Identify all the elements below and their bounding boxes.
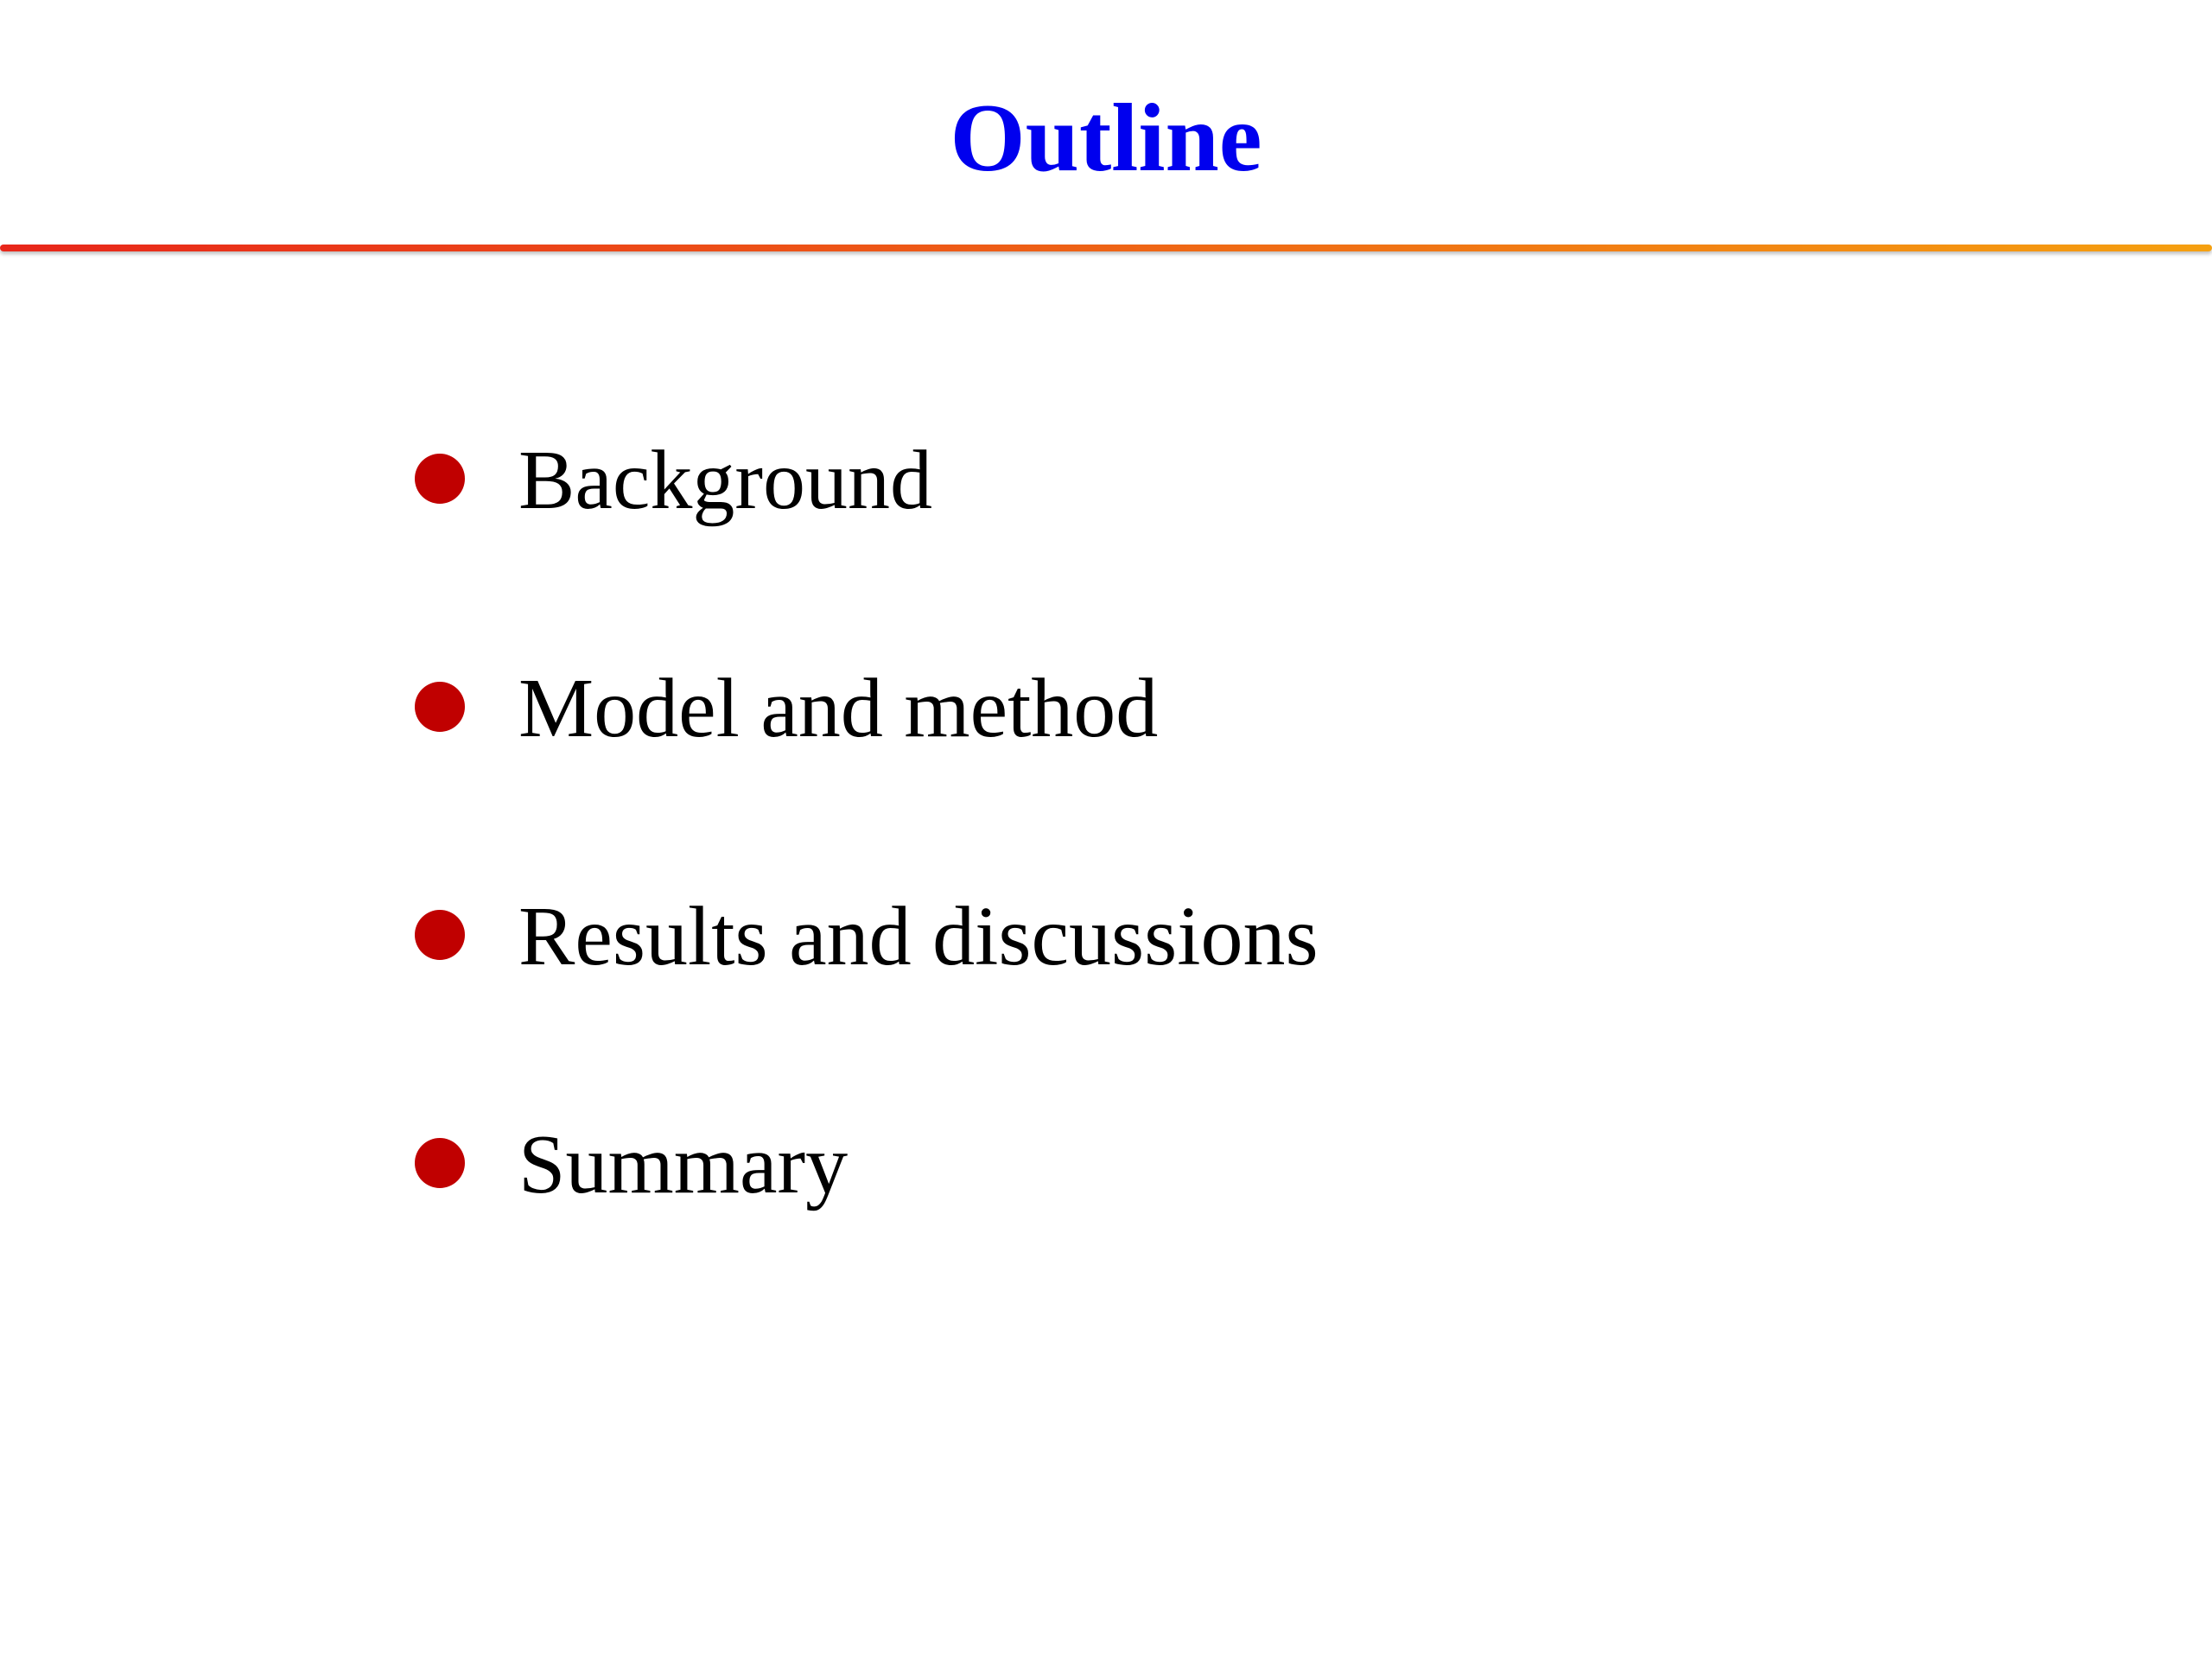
title-divider [0, 245, 2212, 251]
outline-item-label: Model and method [518, 662, 1159, 755]
outline-item-label: Summary [518, 1118, 849, 1211]
list-item [415, 880, 1319, 994]
bullet-icon [415, 910, 465, 960]
bullet-icon [415, 1138, 465, 1188]
outline-item-label: Background [518, 434, 932, 527]
bullet-icon [415, 454, 465, 504]
list-item [415, 423, 1319, 537]
slide-title: Outline [950, 85, 1262, 192]
outline-list [415, 423, 1319, 1336]
list-item [415, 1108, 1319, 1222]
outline-item-label: Results and discussions [518, 890, 1319, 983]
bullet-icon [415, 682, 465, 732]
list-item [415, 652, 1319, 766]
